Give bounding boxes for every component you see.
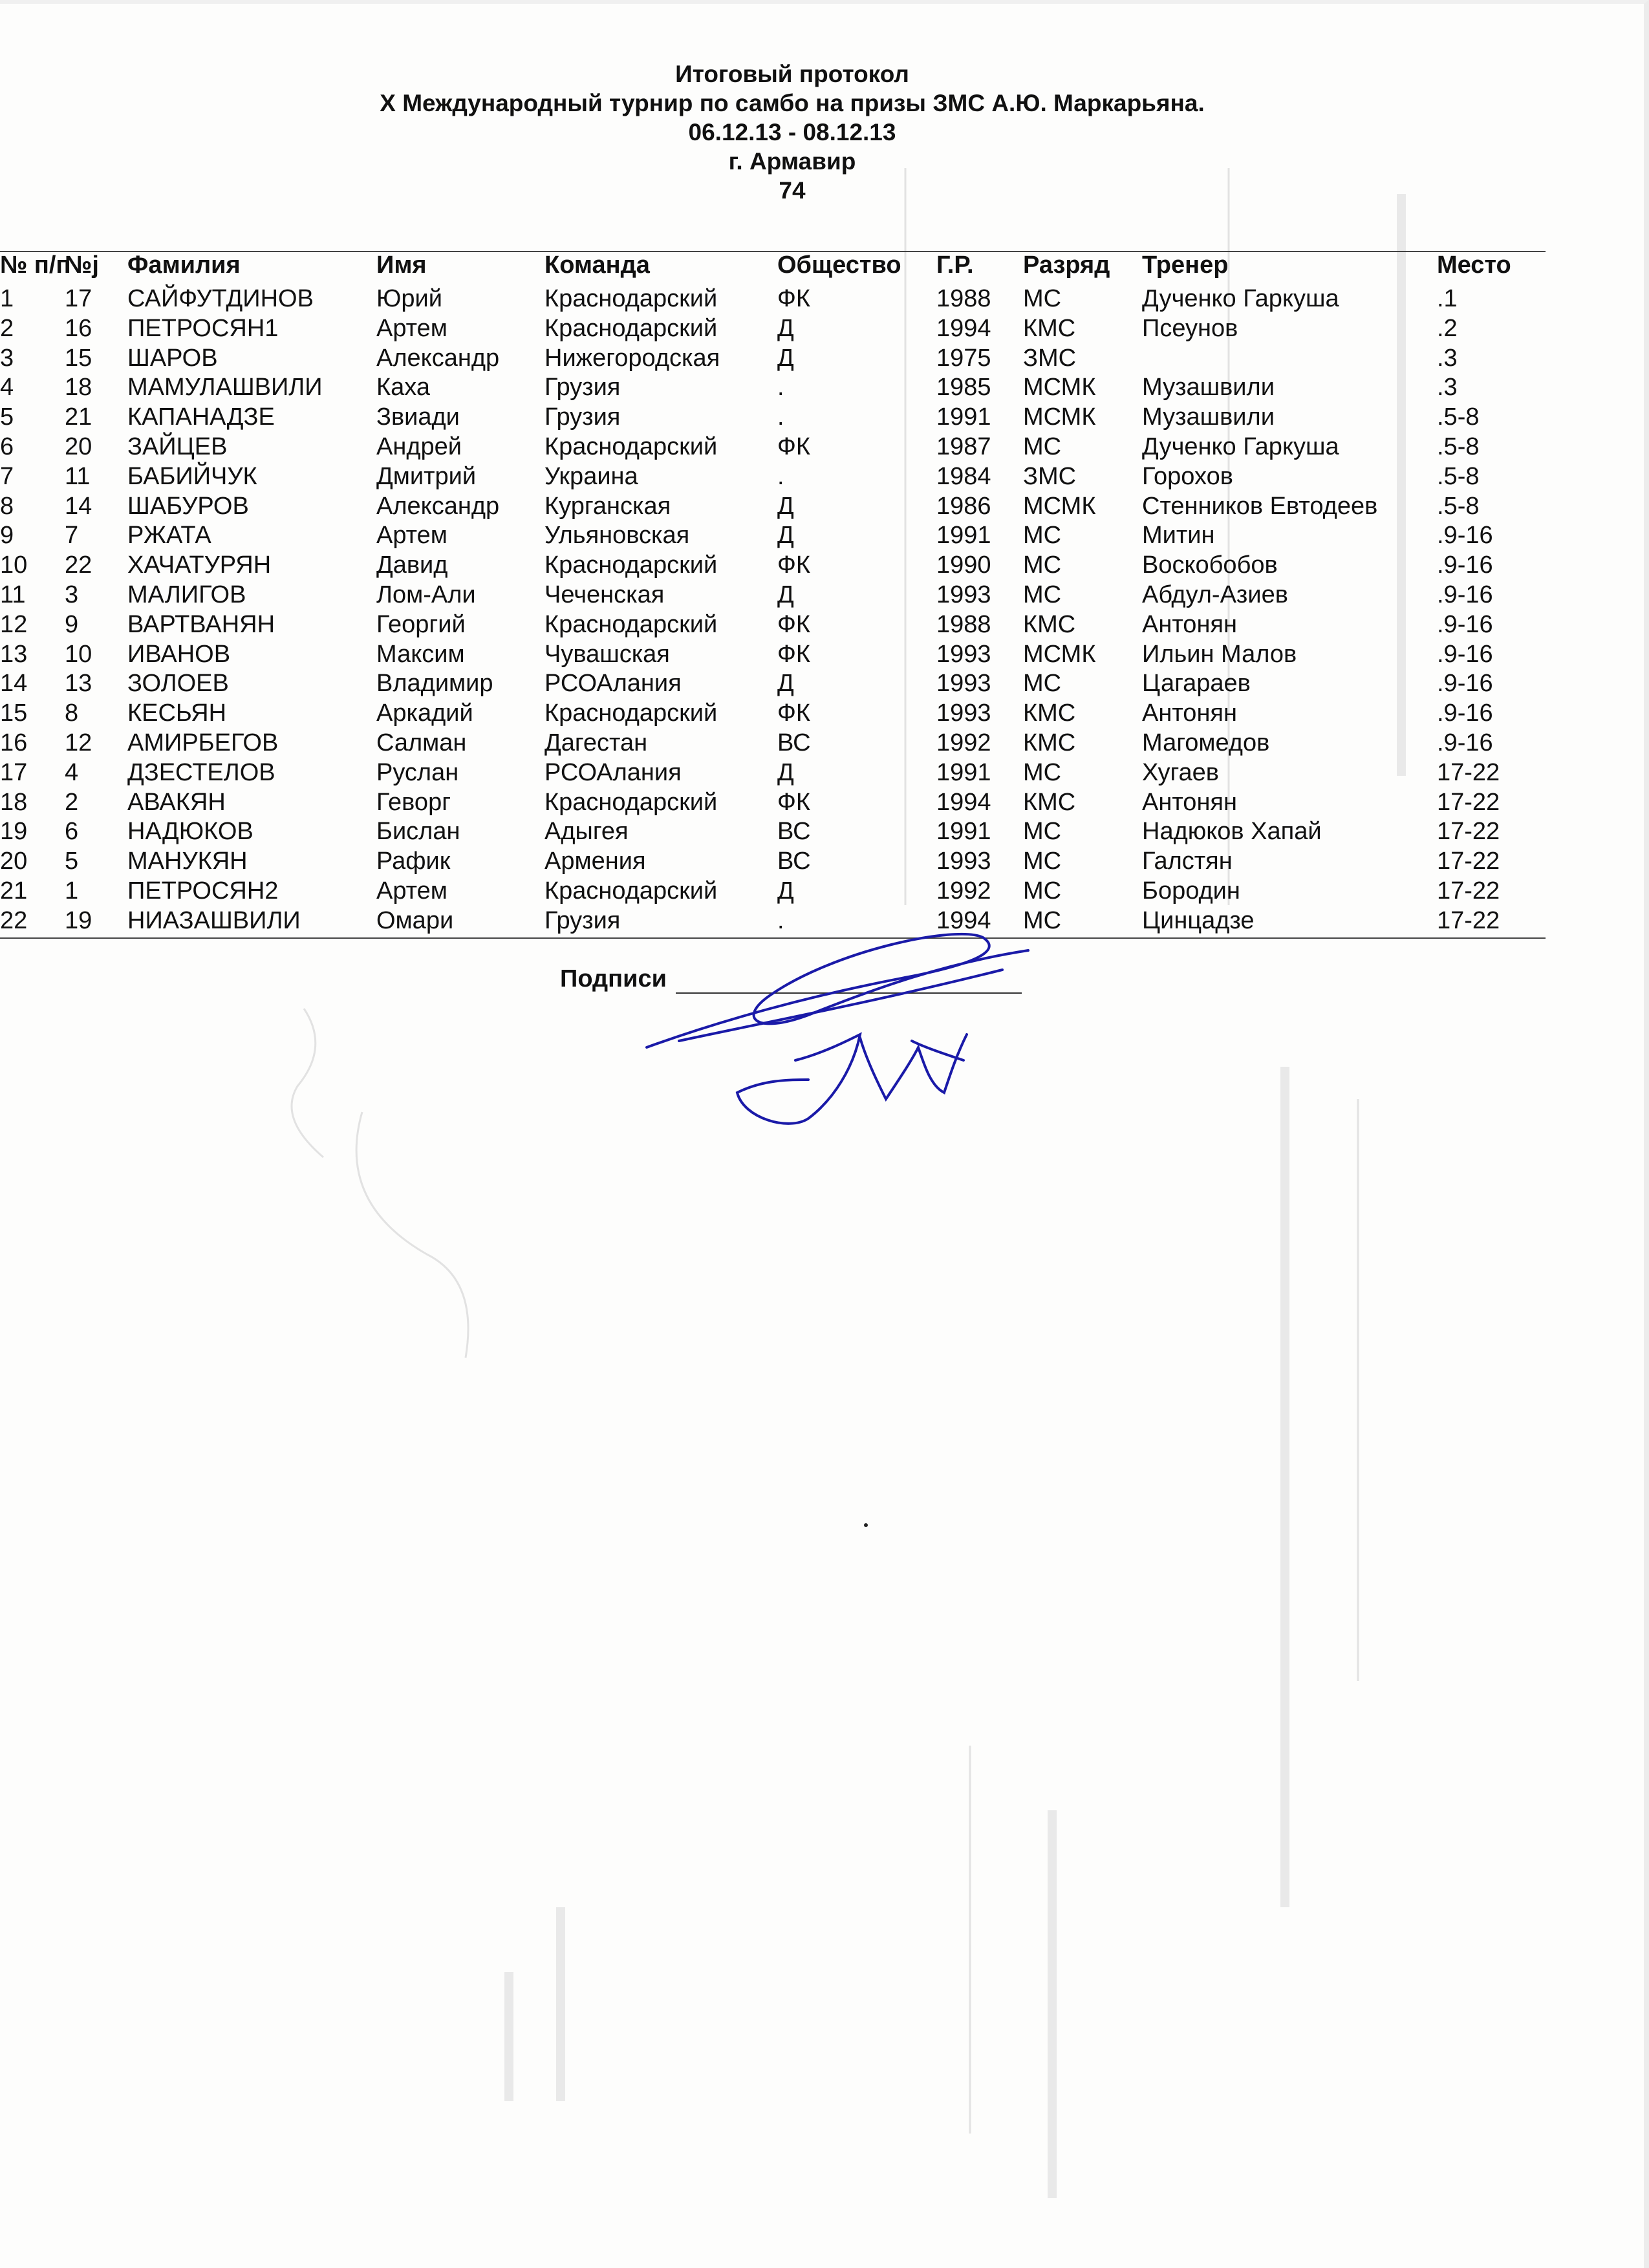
col-header-team: Команда xyxy=(544,251,650,279)
cell-surname: НАДЮКОВ xyxy=(127,818,253,845)
cell-index: 16 xyxy=(0,729,28,756)
cell-year: 1992 xyxy=(936,877,991,904)
signatures-label: Подписи xyxy=(560,965,667,992)
weight-category: 74 xyxy=(779,177,806,204)
cell-coach: Горохов xyxy=(1142,463,1233,490)
cell-year: 1988 xyxy=(936,285,991,312)
cell-society: ФК xyxy=(777,611,811,638)
cell-name: Звиади xyxy=(376,403,460,431)
cell-name: Александр xyxy=(376,345,500,372)
cell-rank: МС xyxy=(1023,285,1062,312)
cell-index: 14 xyxy=(0,670,28,697)
cell-surname: ИВАНОВ xyxy=(127,641,231,668)
cell-year: 1991 xyxy=(936,522,991,549)
cell-year: 1991 xyxy=(936,759,991,786)
cell-place: .9-16 xyxy=(1437,670,1493,697)
cell-name: Георгий xyxy=(376,611,466,638)
cell-place: .9-16 xyxy=(1437,522,1493,549)
cell-year: 1994 xyxy=(936,907,991,934)
cell-team: Краснодарский xyxy=(544,551,718,579)
cell-name: Артем xyxy=(376,877,447,904)
cell-index: 1 xyxy=(0,285,14,312)
cell-year: 1984 xyxy=(936,463,991,490)
col-header-coach: Тренер xyxy=(1142,251,1229,279)
cell-team: Ульяновская xyxy=(544,522,690,549)
cell-society: ФК xyxy=(777,700,811,727)
cell-team: РСОАлания xyxy=(544,670,682,697)
cell-coach: Антонян xyxy=(1142,700,1237,727)
cell-year: 1985 xyxy=(936,374,991,401)
cell-coach: Дученко Гаркуша xyxy=(1142,433,1339,460)
cell-team: Грузия xyxy=(544,907,621,934)
cell-year: 1992 xyxy=(936,729,991,756)
cell-surname: ПЕТРОСЯН2 xyxy=(127,877,279,904)
cell-index: 21 xyxy=(0,877,28,904)
cell-coach: Надюков Хапай xyxy=(1142,818,1322,845)
tournament-name: X Международный турнир по самбо на призы ЗМС А.Ю. Маркарьяна. xyxy=(380,90,1205,116)
cell-draw-no: 5 xyxy=(65,848,79,875)
cell-rank: МС xyxy=(1023,670,1062,697)
cell-society: ВС xyxy=(777,729,811,756)
cell-draw-no: 21 xyxy=(65,403,92,431)
cell-draw-no: 19 xyxy=(65,907,92,934)
cell-rank: МСМК xyxy=(1023,374,1096,401)
cell-coach: Антонян xyxy=(1142,789,1237,816)
cell-society: . xyxy=(777,907,784,934)
cell-rank: МС xyxy=(1023,877,1062,904)
cell-place: .5-8 xyxy=(1437,493,1480,520)
cell-year: 1975 xyxy=(936,345,991,372)
cell-draw-no: 17 xyxy=(65,285,92,312)
cell-draw-no: 6 xyxy=(65,818,79,845)
cell-coach: Стенников Евтодеев xyxy=(1142,493,1378,520)
cell-society: Д xyxy=(777,345,794,372)
document-header xyxy=(0,59,1584,205)
cell-surname: МАНУКЯН xyxy=(127,848,248,875)
cell-coach: Магомедов xyxy=(1142,729,1270,756)
cell-name: Каха xyxy=(376,374,430,401)
cell-society: . xyxy=(777,463,784,490)
cell-index: 22 xyxy=(0,907,28,934)
cell-coach: Цинцадзе xyxy=(1142,907,1255,934)
cell-surname: ШАРОВ xyxy=(127,345,218,372)
cell-draw-no: 11 xyxy=(65,463,91,490)
cell-society: ВС xyxy=(777,818,811,845)
cell-year: 1987 xyxy=(936,433,991,460)
cell-draw-no: 8 xyxy=(65,700,79,727)
cell-team: Краснодарский xyxy=(544,285,718,312)
cell-surname: БАБИЙЧУК xyxy=(127,463,257,490)
cell-place: .9-16 xyxy=(1437,611,1493,638)
cell-team: Краснодарский xyxy=(544,433,718,460)
col-header-place: Место xyxy=(1437,251,1511,279)
cell-name: Артем xyxy=(376,315,447,342)
cell-draw-no: 1 xyxy=(65,877,79,904)
cell-year: 1988 xyxy=(936,611,991,638)
cell-name: Аркадий xyxy=(376,700,473,727)
cell-place: 17-22 xyxy=(1437,759,1500,786)
cell-index: 20 xyxy=(0,848,28,875)
cell-year: 1993 xyxy=(936,848,991,875)
cell-draw-no: 16 xyxy=(65,315,92,342)
cell-place: 17-22 xyxy=(1437,877,1500,904)
tournament-dates: 06.12.13 - 08.12.13 xyxy=(688,119,896,145)
cell-rank: МСМК xyxy=(1023,493,1096,520)
cell-year: 1991 xyxy=(936,818,991,845)
cell-name: Лом-Али xyxy=(376,581,476,608)
cell-rank: КМС xyxy=(1023,789,1076,816)
cell-year: 1986 xyxy=(936,493,991,520)
cell-year: 1993 xyxy=(936,700,991,727)
cell-society: ФК xyxy=(777,433,811,460)
cell-rank: КМС xyxy=(1023,729,1076,756)
cell-index: 6 xyxy=(0,433,14,460)
cell-year: 1993 xyxy=(936,670,991,697)
cell-society: ФК xyxy=(777,641,811,668)
cell-rank: КМС xyxy=(1023,315,1076,342)
cell-rank: ЗМС xyxy=(1023,463,1077,490)
tournament-city: г. Армавир xyxy=(728,148,856,175)
cell-society: Д xyxy=(777,493,794,520)
cell-index: 19 xyxy=(0,818,28,845)
cell-team: Краснодарский xyxy=(544,789,718,816)
cell-draw-no: 4 xyxy=(65,759,79,786)
cell-draw-no: 12 xyxy=(65,729,92,756)
cell-name: Владимир xyxy=(376,670,493,697)
cell-society: ФК xyxy=(777,551,811,579)
cell-rank: МС xyxy=(1023,433,1062,460)
protocol-title: Итоговый протокол xyxy=(675,61,909,87)
cell-coach: Воскобобов xyxy=(1142,551,1278,579)
cell-society: Д xyxy=(777,759,794,786)
cell-team: Краснодарский xyxy=(544,700,718,727)
cell-index: 8 xyxy=(0,493,14,520)
cell-name: Максим xyxy=(376,641,465,668)
cell-team: Чеченская xyxy=(544,581,665,608)
cell-place: 17-22 xyxy=(1437,848,1500,875)
cell-draw-no: 15 xyxy=(65,345,92,372)
cell-index: 3 xyxy=(0,345,14,372)
cell-year: 1994 xyxy=(936,789,991,816)
cell-rank: МС xyxy=(1023,759,1062,786)
cell-team: Краснодарский xyxy=(544,611,718,638)
cell-place: 17-22 xyxy=(1437,789,1500,816)
cell-name: Геворг xyxy=(376,789,451,816)
cell-year: 1993 xyxy=(936,581,991,608)
cell-surname: КАПАНАДЗЕ xyxy=(127,403,275,431)
col-header-rank: Разряд xyxy=(1023,251,1110,279)
cell-coach: Цагараев xyxy=(1142,670,1251,697)
cell-rank: МС xyxy=(1023,581,1062,608)
cell-draw-no: 2 xyxy=(65,789,79,816)
cell-team: Курганская xyxy=(544,493,671,520)
cell-surname: ПЕТРОСЯН1 xyxy=(127,315,279,342)
cell-team: Грузия xyxy=(544,374,621,401)
col-header-surname: Фамилия xyxy=(127,251,241,279)
cell-surname: МАЛИГОВ xyxy=(127,581,246,608)
cell-surname: ДЗЕСТЕЛОВ xyxy=(127,759,275,786)
cell-year: 1994 xyxy=(936,315,991,342)
cell-index: 4 xyxy=(0,374,14,401)
cell-place: .5-8 xyxy=(1437,403,1480,431)
cell-society: ФК xyxy=(777,285,811,312)
cell-place: .1 xyxy=(1437,285,1458,312)
cell-rank: МСМК xyxy=(1023,403,1096,431)
cell-index: 13 xyxy=(0,641,28,668)
cell-name: Бислан xyxy=(376,818,460,845)
cell-draw-no: 7 xyxy=(65,522,79,549)
cell-coach: Дученко Гаркуша xyxy=(1142,285,1339,312)
cell-team: Грузия xyxy=(544,403,621,431)
cell-society: Д xyxy=(777,670,794,697)
cell-draw-no: 14 xyxy=(65,493,92,520)
cell-draw-no: 9 xyxy=(65,611,79,638)
cell-place: .2 xyxy=(1437,315,1458,342)
cell-place: 17-22 xyxy=(1437,818,1500,845)
cell-team: РСОАлания xyxy=(544,759,682,786)
cell-team: Адыгея xyxy=(544,818,629,845)
cell-coach: Антонян xyxy=(1142,611,1237,638)
cell-team: Дагестан xyxy=(544,729,648,756)
cell-year: 1991 xyxy=(936,403,991,431)
cell-rank: МС xyxy=(1023,818,1062,845)
cell-team: Краснодарский xyxy=(544,877,718,904)
cell-coach: Музашвили xyxy=(1142,374,1275,401)
cell-name: Рафик xyxy=(376,848,451,875)
cell-index: 10 xyxy=(0,551,28,579)
cell-rank: МСМК xyxy=(1023,641,1096,668)
cell-society: . xyxy=(777,374,784,401)
cell-draw-no: 20 xyxy=(65,433,92,460)
cell-rank: МС xyxy=(1023,551,1062,579)
col-header-name: Имя xyxy=(376,251,427,279)
cell-surname: МАМУЛАШВИЛИ xyxy=(127,374,323,401)
cell-rank: МС xyxy=(1023,907,1062,934)
cell-team: Краснодарский xyxy=(544,315,718,342)
cell-surname: ВАРТВАНЯН xyxy=(127,611,275,638)
cell-society: . xyxy=(777,403,784,431)
cell-name: Давид xyxy=(376,551,448,579)
cell-index: 11 xyxy=(0,581,26,608)
cell-index: 2 xyxy=(0,315,14,342)
cell-index: 9 xyxy=(0,522,14,549)
cell-name: Андрей xyxy=(376,433,462,460)
cell-team: Чувашская xyxy=(544,641,670,668)
cell-place: .9-16 xyxy=(1437,581,1493,608)
cell-name: Александр xyxy=(376,493,500,520)
cell-place: .9-16 xyxy=(1437,729,1493,756)
cell-coach: Ильин Малов xyxy=(1142,641,1297,668)
cell-coach: Бородин xyxy=(1142,877,1240,904)
cell-name: Юрий xyxy=(376,285,442,312)
cell-index: 7 xyxy=(0,463,14,490)
cell-place: 17-22 xyxy=(1437,907,1500,934)
cell-place: .9-16 xyxy=(1437,700,1493,727)
cell-surname: РЖАТА xyxy=(127,522,211,549)
cell-surname: АВАКЯН xyxy=(127,789,226,816)
cell-surname: САЙФУТДИНОВ xyxy=(127,285,314,312)
cell-index: 5 xyxy=(0,403,14,431)
cell-name: Дмитрий xyxy=(376,463,477,490)
cell-draw-no: 3 xyxy=(65,581,79,608)
cell-surname: АМИРБЕГОВ xyxy=(127,729,279,756)
cell-coach: Псеунов xyxy=(1142,315,1238,342)
cell-place: .9-16 xyxy=(1437,551,1493,579)
cell-draw-no: 22 xyxy=(65,551,92,579)
cell-coach: Абдул-Азиев xyxy=(1142,581,1288,608)
cell-coach: Галстян xyxy=(1142,848,1233,875)
cell-place: .5-8 xyxy=(1437,433,1480,460)
col-header-society: Общество xyxy=(777,251,901,279)
cell-society: Д xyxy=(777,315,794,342)
col-header-draw-no: №j xyxy=(65,251,99,279)
cell-surname: ЗАЙЦЕВ xyxy=(127,433,228,460)
cell-surname: КЕСЬЯН xyxy=(127,700,227,727)
cell-society: ВС xyxy=(777,848,811,875)
stray-dot xyxy=(864,1523,868,1527)
cell-name: Руслан xyxy=(376,759,459,786)
cell-place: .9-16 xyxy=(1437,641,1493,668)
cell-society: Д xyxy=(777,581,794,608)
cell-coach: Митин xyxy=(1142,522,1215,549)
cell-place: .5-8 xyxy=(1437,463,1480,490)
cell-rank: ЗМС xyxy=(1023,345,1077,372)
cell-year: 1993 xyxy=(936,641,991,668)
cell-surname: ШАБУРОВ xyxy=(127,493,249,520)
col-header-year: Г.Р. xyxy=(936,251,974,279)
cell-name: Артем xyxy=(376,522,447,549)
cell-index: 18 xyxy=(0,789,28,816)
cell-team: Нижегородская xyxy=(544,345,720,372)
cell-rank: МС xyxy=(1023,522,1062,549)
cell-index: 17 xyxy=(0,759,28,786)
cell-rank: КМС xyxy=(1023,611,1076,638)
cell-surname: ЗОЛОЕВ xyxy=(127,670,229,697)
cell-name: Салман xyxy=(376,729,467,756)
cell-society: Д xyxy=(777,877,794,904)
cell-draw-no: 10 xyxy=(65,641,92,668)
cell-name: Омари xyxy=(376,907,454,934)
col-header-index: № п/п xyxy=(0,251,71,279)
cell-surname: ХАЧАТУРЯН xyxy=(127,551,272,579)
cell-surname: НИАЗАШВИЛИ xyxy=(127,907,301,934)
cell-place: .3 xyxy=(1437,345,1458,372)
cell-rank: КМС xyxy=(1023,700,1076,727)
cell-team: Украина xyxy=(544,463,638,490)
cell-draw-no: 13 xyxy=(65,670,92,697)
cell-coach: Хугаев xyxy=(1142,759,1219,786)
cell-index: 12 xyxy=(0,611,28,638)
cell-team: Армения xyxy=(544,848,646,875)
cell-society: ФК xyxy=(777,789,811,816)
cell-rank: МС xyxy=(1023,848,1062,875)
cell-coach: Музашвили xyxy=(1142,403,1275,431)
handwritten-signature xyxy=(640,925,1041,1144)
cell-index: 15 xyxy=(0,700,28,727)
cell-society: Д xyxy=(777,522,794,549)
cell-year: 1990 xyxy=(936,551,991,579)
cell-place: .3 xyxy=(1437,374,1458,401)
cell-draw-no: 18 xyxy=(65,374,92,401)
